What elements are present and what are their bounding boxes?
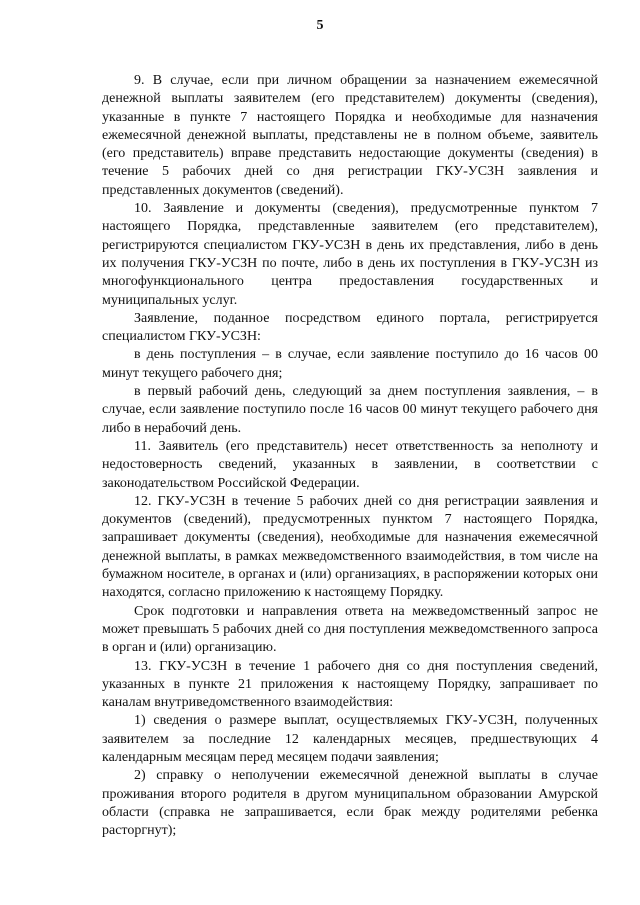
paragraph-next-working-day: в первый рабочий день, следующий за днем поступления заявления, – в случае, если заявление поступило после 16 часов 00 минут текущего рабочего дня либо в нерабочий день.: [102, 384, 598, 436]
paragraph-item-11: 11. Заявитель (его представитель) несет ответственность за неполноту и недостоверность сведений, указанных в заявлении, в соответствии с законодательством Российской Федерации.: [102, 438, 598, 491]
paragraph-same-day: в день поступления – в случае, если заявление поступило до 16 часов 00 минут текущего рабочего дня;: [102, 347, 598, 381]
paragraph-response-deadline: Срок подготовки и направления ответа на межведомственный запрос не может превышать 5 рабочих дней со дня поступления межведомственного запроса в орган и (или) организацию.: [102, 603, 598, 656]
paragraph-item-13: 13. ГКУ-УСЗН в течение 1 рабочего дня со дня поступления сведений, указанных в пункте 21 приложения к настоящему Порядку, запрашивает по каналам внутриведомственного взаимодействия:: [102, 658, 598, 711]
paragraph-subitem-1: 1) сведения о размере выплат, осуществляемых ГКУ-УСЗН, полученных заявителем за последние 12 календарных месяцев, предшествующих 4 календарным месяцам перед месяцем подачи заявления;: [102, 713, 598, 765]
page-number: 5: [316, 18, 324, 33]
document-body: [102, 72, 598, 840]
paragraph-item-9: 9. В случае, если при личном обращении за назначением ежемесячной денежной выплаты заявителем (его представителем) документы (сведения), указанные в пункте 7 настоящего Порядка и необходимые для назначения ежемесячной денежной выплаты, представлены не в полном объеме, заявитель (его представитель) вправе представить недостающие документы (сведения) в течение 5 рабочих дней со дня регистрации ГКУ-УСЗН заявления и представленных документов (сведений).: [102, 73, 598, 198]
paragraph-item-10: 10. Заявление и документы (сведения), предусмотренные пунктом 7 настоящего Порядка, представленные заявителем (его представителем), регистрируются специалистом ГКУ-УСЗН в день их представления, либо в день их получения ГКУ-УСЗН по почте, либо в день их поступления в ГКУ-УСЗН из многофункционального центра предоставления государственных и муниципальных услуг.: [102, 201, 598, 308]
paragraph-subitem-2: 2) справку о неполучении ежемесячной денежной выплаты в случае проживания второго родителя в другом муниципальном образовании Амурской области (справка не запрашивается, если брак между родителями ребенка расторгнут);: [102, 768, 598, 839]
paragraph-item-12: 12. ГКУ-УСЗН в течение 5 рабочих дней со дня регистрации заявления и документов (сведений), предусмотренных пунктом 7 настоящего Порядка, запрашивает документы (сведения), необходимые для назначения ежемесячной денежной выплаты, в рамках межведомственного взаимодействия, в том числе на бумажном носителе, в органах и (или) организациях, в распоряжении которых они находятся, согласно приложению к настоящему Порядку.: [102, 493, 598, 601]
paragraph-portal-registration: Заявление, поданное посредством единого портала, регистрируется специалистом ГКУ-УСЗН:: [102, 310, 598, 345]
